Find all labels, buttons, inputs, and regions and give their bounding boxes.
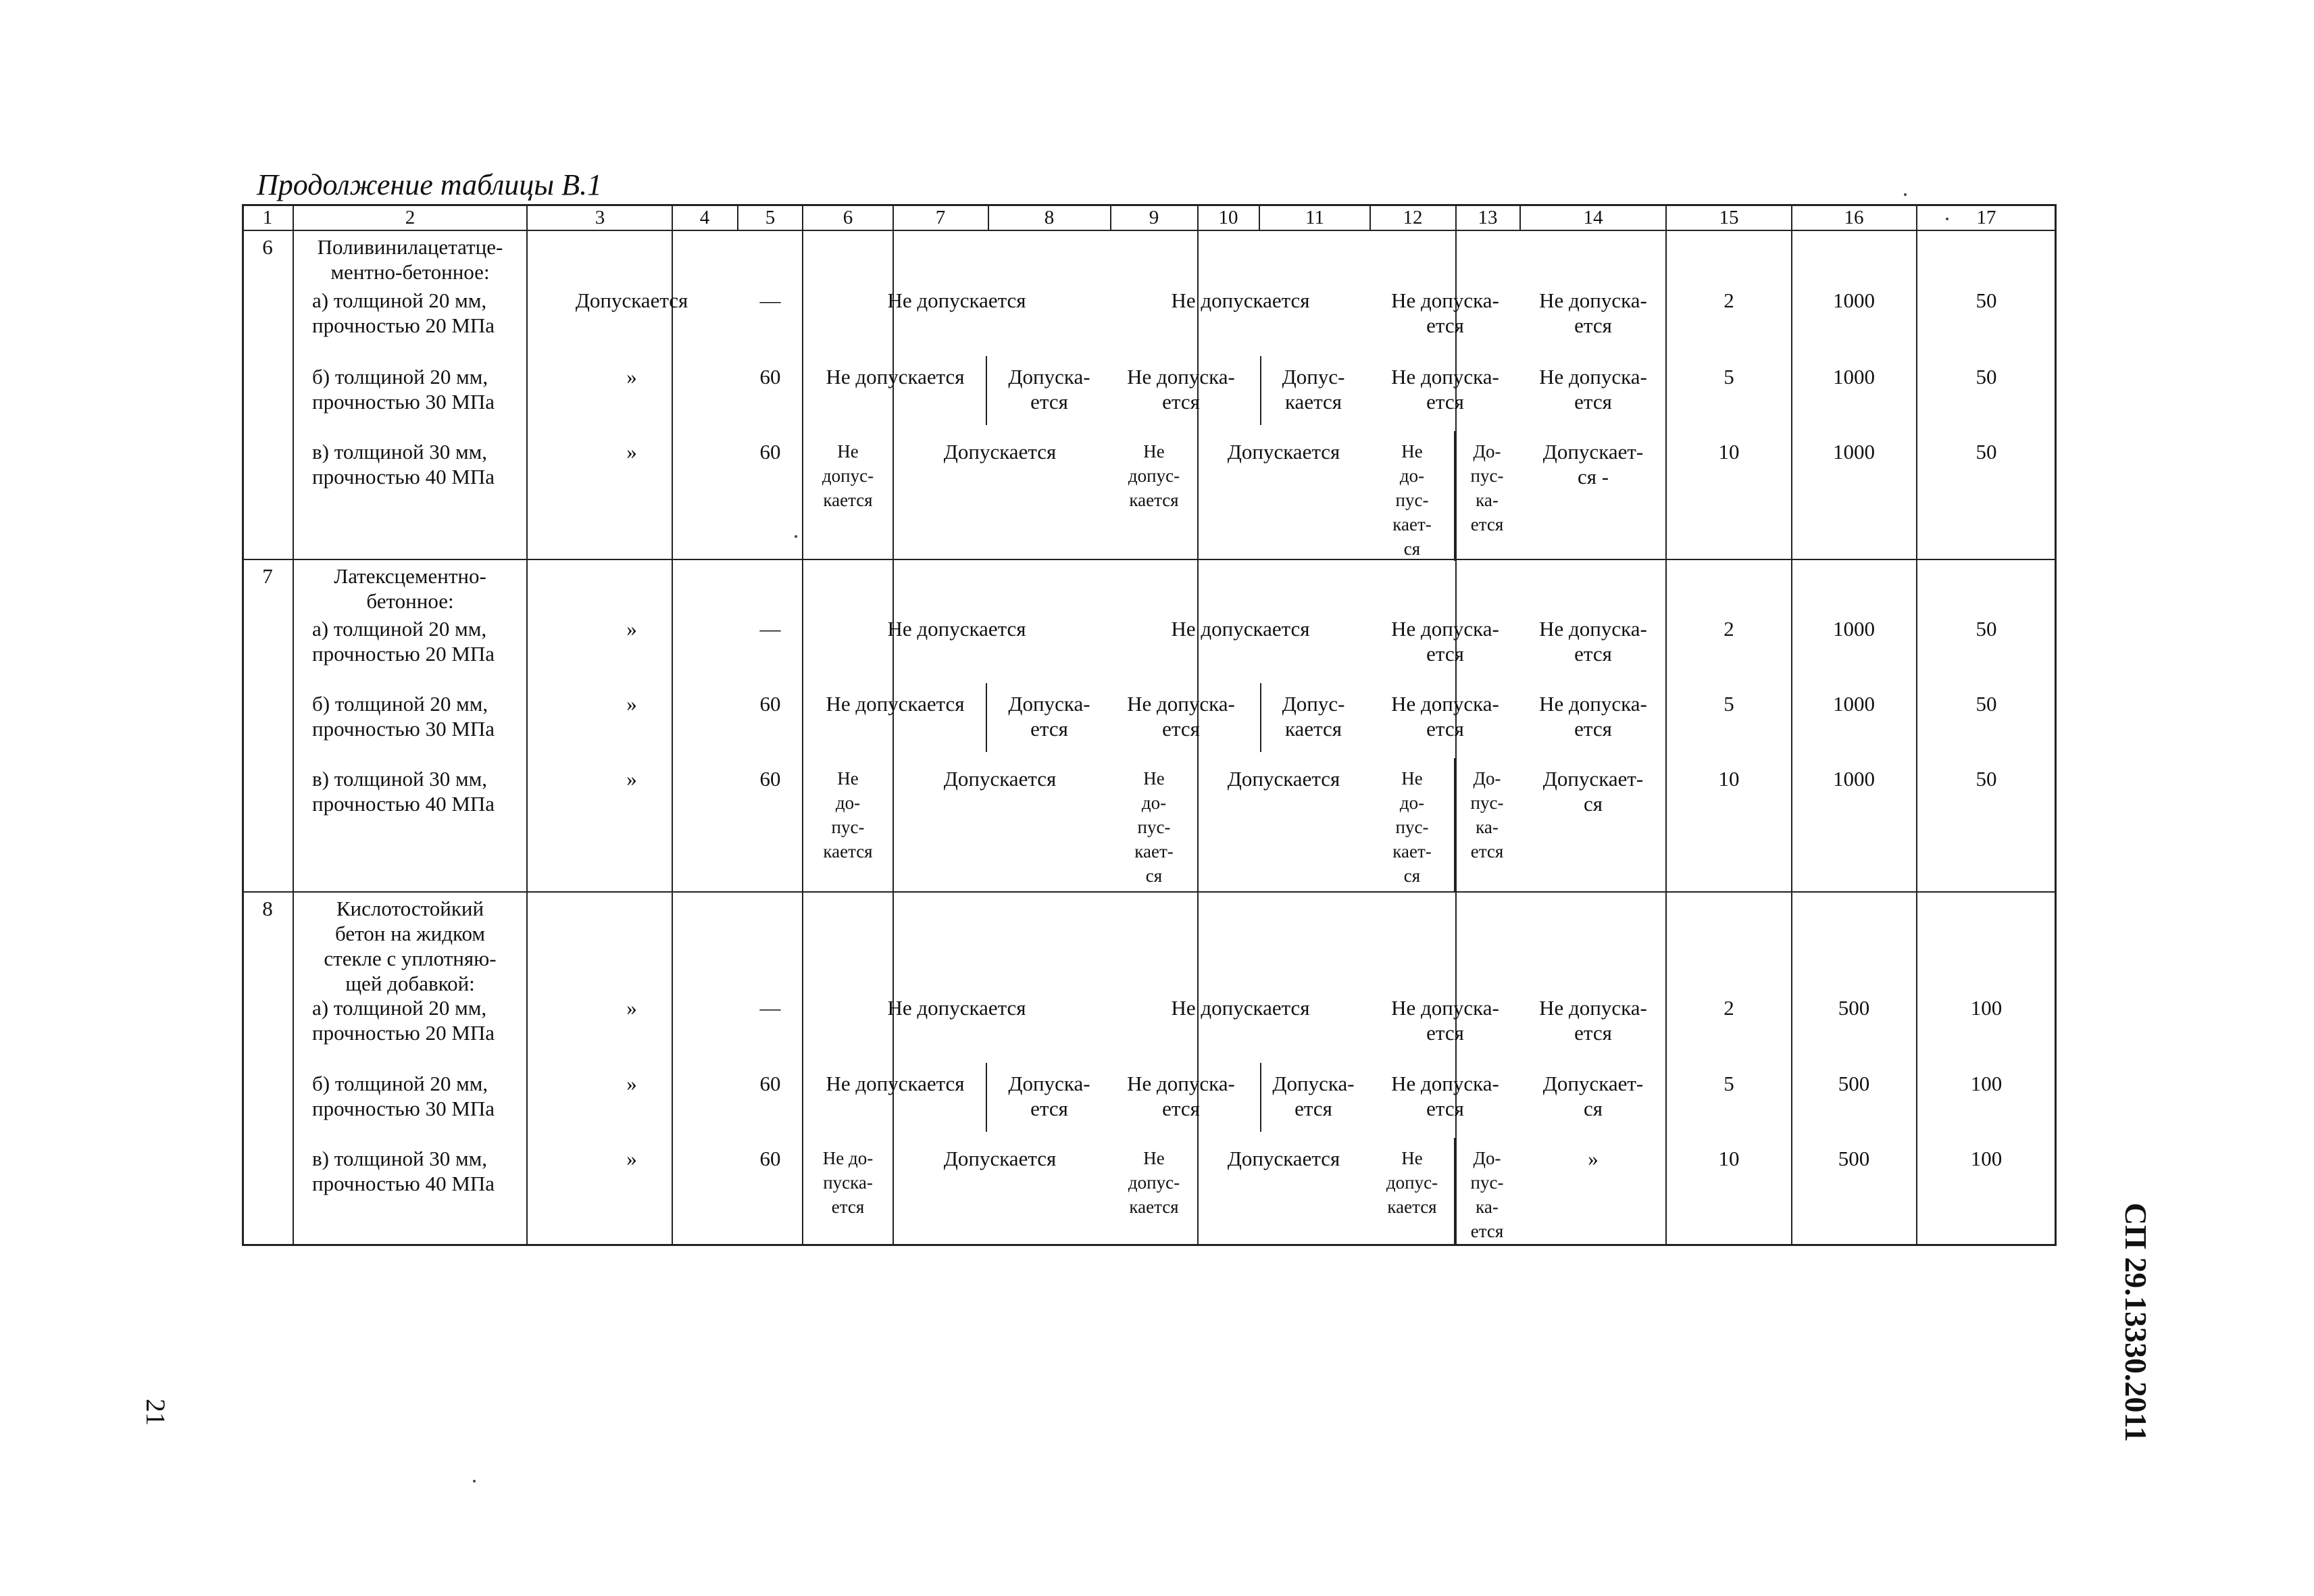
group-title-line: Поливинилацетатце- (317, 235, 503, 259)
cell-col14-line: ся (1583, 792, 1603, 816)
cell-col12-line: до- (1399, 793, 1425, 813)
row-description-line: б) толщиной 20 мм, (312, 692, 488, 716)
group-title-line: щей добавкой: (345, 972, 475, 995)
cell-col14-line: Не допуска- (1539, 365, 1647, 389)
group-title-line: бетонное: (366, 589, 454, 613)
cell-col9-line: Не (1143, 768, 1165, 789)
cell-col12-line: кается (1387, 1197, 1437, 1217)
cell-col12-13-line: ется (1426, 642, 1464, 666)
cell-col12-13-line: Не допуска- (1391, 289, 1499, 312)
header-column-rule (1665, 204, 1667, 230)
cell-col6-line: кается (823, 841, 873, 862)
column-header: 16 (1844, 207, 1864, 228)
column-header: 14 (1583, 207, 1603, 228)
page-number: 21 (141, 1399, 171, 1426)
cell-col14 (1522, 439, 1664, 489)
cell-col11 (1263, 691, 1364, 741)
cell-col11 (1263, 364, 1364, 414)
cell-col8-line: Допуска- (1008, 1072, 1090, 1095)
cell-col17: 50 (1976, 440, 1997, 464)
cell-col14 (1522, 288, 1664, 338)
cell-col6 (804, 1146, 892, 1219)
header-column-rule (988, 204, 989, 230)
cell-col14-line: ся (1583, 1097, 1603, 1120)
cell-col6-line: ется (831, 1197, 865, 1217)
cell-col6-7: Не допускается (826, 692, 965, 716)
cell-col14 (1522, 1146, 1664, 1171)
cell-col15: 5 (1724, 1072, 1734, 1095)
cell-col12-13-line: ется (1426, 717, 1464, 741)
row-description-line: в) толщиной 30 мм, (312, 767, 488, 791)
cell-partition-rule (892, 431, 894, 561)
cell-col6-line: Не до- (822, 1148, 874, 1168)
body-column-rule (802, 230, 803, 1246)
cell-col12 (1372, 439, 1453, 561)
cell-col3: » (626, 767, 637, 791)
cell-col3: » (626, 1072, 637, 1095)
cell-col8-line: ется (1030, 390, 1068, 414)
cell-col9-11: Не допускается (1171, 289, 1310, 312)
cell-col16: 500 (1838, 996, 1870, 1020)
cell-col9 (1110, 439, 1198, 512)
cell-col5: 60 (759, 767, 781, 791)
cell-col15: 2 (1724, 617, 1734, 641)
column-header: 13 (1478, 207, 1498, 228)
cell-col9-10-line: Не допуска- (1127, 692, 1235, 716)
cell-col12-line: Не (1401, 1148, 1423, 1168)
body-column-rule (1916, 230, 1917, 1246)
cell-col14-line: Не допуска- (1539, 996, 1647, 1020)
cell-col6-line: пус- (831, 817, 865, 837)
cell-col9-line: Не (1143, 1148, 1165, 1168)
group-title-line: стекле с уплотняю- (324, 947, 497, 970)
column-header: 10 (1218, 207, 1238, 228)
cell-col14 (1522, 766, 1664, 816)
row-description (312, 288, 495, 338)
group-number: 8 (262, 897, 273, 920)
cell-col3: » (626, 996, 637, 1020)
cell-col12-line: допус- (1386, 1172, 1438, 1193)
cell-col17: 50 (1976, 767, 1997, 791)
scan-speck (795, 535, 797, 538)
column-header: 17 (1976, 207, 1996, 228)
cell-col14 (1522, 364, 1664, 414)
cell-col6-line: допус- (822, 466, 874, 486)
cell-col8-line: Допуска- (1008, 365, 1090, 389)
column-header: 12 (1403, 207, 1423, 228)
row-description-line: б) толщиной 20 мм, (312, 1072, 488, 1095)
cell-col3: » (626, 1147, 637, 1170)
cell-col16: 500 (1838, 1072, 1870, 1095)
cell-col12-13-line: Не допуска- (1391, 692, 1499, 716)
cell-col15: 2 (1724, 289, 1734, 312)
cell-partition-rule (1260, 356, 1261, 425)
header-column-rule (1791, 204, 1792, 230)
cell-col3: Допускается (575, 289, 688, 312)
cell-col11-line: кается (1284, 390, 1342, 414)
row-description-line: а) толщиной 20 мм, (312, 289, 487, 312)
cell-col10-11: Допускается (1227, 440, 1340, 464)
cell-partition-rule (892, 1138, 894, 1245)
row-description (312, 691, 495, 741)
cell-col7-8: Допускается (943, 440, 1057, 464)
row-description (312, 766, 495, 816)
cell-col16: 1000 (1833, 365, 1875, 389)
cell-col5: 60 (759, 440, 781, 464)
cell-col14-line: Не допуска- (1539, 692, 1647, 716)
cell-col9-10-line: ется (1162, 717, 1200, 741)
cell-col9 (1110, 766, 1198, 888)
cell-col9-line: до- (1141, 793, 1167, 813)
scan-speck (1904, 193, 1907, 196)
cell-partition-rule (1454, 1138, 1455, 1245)
table-caption: Продолжение таблицы В.1 (257, 168, 602, 201)
cell-col6-7: Не допускается (826, 365, 965, 389)
cell-col12-line: ся (1403, 866, 1421, 886)
scan-speck (1946, 218, 1948, 220)
cell-col3: » (626, 692, 637, 716)
cell-col9-line: кается (1129, 1197, 1179, 1217)
row-description-line: прочностью 30 МПа (312, 1097, 495, 1120)
cell-col13-line: ется (1470, 514, 1504, 534)
cell-partition-rule (892, 758, 894, 892)
cell-col12-line: кает- (1392, 841, 1432, 862)
cell-col3: » (626, 365, 637, 389)
cell-col11-line: Допуска- (1272, 1072, 1355, 1095)
cell-col12-line: пус- (1395, 817, 1429, 837)
cell-col8 (992, 1071, 1107, 1121)
row-description (312, 1071, 495, 1121)
scan-speck (473, 1480, 476, 1482)
header-column-rule (1916, 204, 1917, 230)
cell-col14-line: Не допуска- (1539, 289, 1647, 312)
cell-col16: 1000 (1833, 289, 1875, 312)
row-description-line: прочностью 20 МПа (312, 642, 495, 666)
cell-col12-line: Не (1401, 441, 1423, 462)
row-description-line: прочностью 40 МПа (312, 792, 495, 816)
cell-col17: 100 (1970, 1072, 2003, 1095)
cell-col15: 5 (1724, 365, 1734, 389)
cell-partition-rule (1454, 758, 1455, 892)
cell-col9 (1110, 1146, 1198, 1219)
cell-col6-8: Не допускается (887, 289, 1026, 312)
group-title-line: ментно-бетонное: (330, 260, 490, 284)
body-column-rule (293, 230, 294, 1246)
cell-col16: 1000 (1833, 617, 1875, 641)
cell-col12-13-line: ется (1426, 1097, 1464, 1120)
cell-col9-10-line: Не допуска- (1127, 365, 1235, 389)
row-description-line: прочностью 40 МПа (312, 465, 495, 489)
cell-col15: 2 (1724, 996, 1734, 1020)
cell-col5: — (759, 996, 781, 1020)
cell-col9-line: кается (1129, 490, 1179, 510)
cell-col13-line: До- (1473, 1148, 1501, 1168)
cell-col14-line: ся - (1577, 465, 1609, 489)
cell-col9-line: Не (1143, 441, 1165, 462)
cell-col14-line: » (1588, 1147, 1599, 1170)
row-description-line: прочностью 30 МПа (312, 717, 495, 741)
cell-col12 (1372, 1146, 1453, 1219)
cell-col3: » (626, 617, 637, 641)
cell-col12-line: Не (1401, 768, 1423, 789)
cell-col11 (1263, 1071, 1364, 1121)
cell-col12-13-line: ется (1426, 1021, 1464, 1045)
group-number: 6 (262, 235, 273, 259)
header-column-rule (1369, 204, 1371, 230)
row-description-line: прочностью 40 МПа (312, 1172, 495, 1195)
cell-col9-line: ся (1145, 866, 1163, 886)
column-header: 7 (935, 207, 946, 228)
cell-col17: 100 (1970, 996, 2003, 1020)
cell-col14-line: Не допуска- (1539, 617, 1647, 641)
cell-col12-line: кает- (1392, 514, 1432, 534)
cell-col5: 60 (759, 1147, 781, 1170)
column-header: 8 (1044, 207, 1055, 228)
cell-col6-line: Не (837, 768, 859, 789)
group-title-line: Кислотостойкий (336, 897, 484, 920)
cell-col13-line: ется (1470, 1221, 1504, 1241)
header-column-rule (892, 204, 894, 230)
cell-col5: 60 (759, 1072, 781, 1095)
cell-col11-line: Допус- (1282, 365, 1345, 389)
cell-col13-line: ка- (1476, 490, 1499, 510)
cell-col13-line: До- (1473, 768, 1501, 789)
cell-col12-line: ся (1403, 539, 1421, 559)
cell-col15: 10 (1718, 767, 1740, 791)
cell-col12-13-line: Не допуска- (1391, 365, 1499, 389)
cell-col12-13-line: Не допуска- (1391, 996, 1499, 1020)
cell-col12-13 (1374, 288, 1516, 338)
cell-partition-rule (1260, 683, 1261, 752)
column-header: 2 (405, 207, 416, 228)
cell-col6-line: пуска- (823, 1172, 873, 1193)
cell-col12-13 (1374, 691, 1516, 741)
header-rule (242, 230, 2057, 231)
cell-col6-line: до- (835, 793, 861, 813)
cell-col9-10 (1117, 1071, 1245, 1121)
cell-col6-line: кается (823, 490, 873, 510)
cell-col14-line: Допускает- (1542, 440, 1644, 464)
cell-col12-13-line: Не допуска- (1391, 1072, 1499, 1095)
cell-col17: 100 (1970, 1147, 2003, 1170)
cell-col12-13 (1374, 616, 1516, 666)
column-header: 3 (595, 207, 605, 228)
row-description-line: а) толщиной 20 мм, (312, 617, 487, 641)
row-description-line: б) толщиной 20 мм, (312, 365, 488, 389)
row-description-line: прочностью 30 МПа (312, 390, 495, 414)
cell-col12-13 (1374, 995, 1516, 1045)
cell-partition-rule (1454, 431, 1455, 561)
body-column-rule (526, 230, 528, 1246)
cell-col10-11: Допускается (1227, 767, 1340, 791)
cell-col12-13-line: ется (1426, 314, 1464, 337)
cell-col12-line: пус- (1395, 490, 1429, 510)
cell-col6 (804, 766, 892, 864)
header-column-rule (526, 204, 528, 230)
cell-col11-line: кается (1284, 717, 1342, 741)
column-header: 4 (699, 207, 710, 228)
cell-col12-line: до- (1399, 466, 1425, 486)
cell-col12-13 (1374, 1071, 1516, 1121)
cell-col5: — (759, 617, 781, 641)
group-title (299, 896, 522, 996)
column-header: 11 (1305, 207, 1324, 228)
cell-col13 (1457, 439, 1517, 537)
cell-col9-10-line: ется (1162, 390, 1200, 414)
cell-col9-11: Не допускается (1171, 996, 1310, 1020)
cell-col17: 50 (1976, 365, 1997, 389)
column-header: 9 (1149, 207, 1159, 228)
cell-col11-line: Допус- (1282, 692, 1345, 716)
group-title (299, 564, 522, 614)
cell-col14 (1522, 616, 1664, 666)
cell-col10-11: Допускается (1227, 1147, 1340, 1170)
body-column-rule (1665, 230, 1667, 1246)
cell-col14 (1522, 1071, 1664, 1121)
cell-col16: 1000 (1833, 767, 1875, 791)
cell-col9-line: допус- (1128, 466, 1180, 486)
cell-col6-8: Не допускается (887, 617, 1026, 641)
group-number: 7 (262, 564, 273, 588)
row-description-line: а) толщиной 20 мм, (312, 996, 487, 1020)
cell-col16: 1000 (1833, 692, 1875, 716)
row-description-line: прочностью 20 МПа (312, 1021, 495, 1045)
cell-col11-line: ется (1294, 1097, 1332, 1120)
group-title-line: Латексцементно- (334, 564, 486, 588)
header-column-rule (1110, 204, 1111, 230)
cell-col12 (1372, 766, 1453, 888)
cell-col9-10 (1117, 364, 1245, 414)
cell-col14-line: Допускает- (1542, 767, 1644, 791)
cell-col13-line: пус- (1470, 793, 1504, 813)
cell-col13-line: ка- (1476, 817, 1499, 837)
cell-col13-line: ется (1470, 841, 1504, 862)
cell-col15: 10 (1718, 440, 1740, 464)
cell-col8-line: Допуска- (1008, 692, 1090, 716)
group-title (299, 234, 522, 284)
cell-col9-10-line: Не допуска- (1127, 1072, 1235, 1095)
cell-col13-line: пус- (1470, 1172, 1504, 1193)
group-title-line: бетон на жидком (335, 922, 485, 945)
column-header: 15 (1719, 207, 1739, 228)
cell-col13 (1457, 766, 1517, 864)
row-description-line: в) толщиной 30 мм, (312, 1147, 488, 1170)
row-description (312, 439, 495, 489)
row-description (312, 995, 495, 1045)
cell-col14-line: ется (1574, 642, 1612, 666)
cell-col5: — (759, 289, 781, 312)
row-description-line: прочностью 20 МПа (312, 314, 495, 337)
cell-col12-13-line: Не допуска- (1391, 617, 1499, 641)
cell-col14-line: ется (1574, 717, 1612, 741)
cell-col14-line: ется (1574, 314, 1612, 337)
cell-col7-8: Допускается (943, 767, 1057, 791)
cell-col5: 60 (759, 365, 781, 389)
cell-col7-8: Допускается (943, 1147, 1057, 1170)
cell-col17: 50 (1976, 617, 1997, 641)
row-description (312, 364, 495, 414)
group-rule (242, 891, 2057, 893)
cell-col15: 5 (1724, 692, 1734, 716)
cell-col14-line: ется (1574, 390, 1612, 414)
cell-col14 (1522, 691, 1664, 741)
cell-col16: 500 (1838, 1147, 1870, 1170)
cell-col8-line: ется (1030, 717, 1068, 741)
cell-col15: 10 (1718, 1147, 1740, 1170)
body-column-rule (1791, 230, 1792, 1246)
cell-col13 (1457, 1146, 1517, 1243)
cell-col9-10-line: ется (1162, 1097, 1200, 1120)
cell-col8 (992, 691, 1107, 741)
cell-col17: 50 (1976, 692, 1997, 716)
cell-col3: » (626, 440, 637, 464)
row-description (312, 616, 495, 666)
cell-col13-line: пус- (1470, 466, 1504, 486)
cell-col6-7: Не допускается (826, 1072, 965, 1095)
row-description-line: в) толщиной 30 мм, (312, 440, 488, 464)
cell-col17: 50 (1976, 289, 1997, 312)
group-rule (242, 559, 2057, 560)
cell-col12-13-line: ется (1426, 390, 1464, 414)
document-code: СП 29.13330.2011 (2119, 1203, 2153, 1442)
column-header: 1 (262, 207, 273, 228)
cell-col8 (992, 364, 1107, 414)
cell-col13-line: ка- (1476, 1197, 1499, 1217)
row-description (312, 1146, 495, 1196)
cell-col9-line: допус- (1128, 1172, 1180, 1193)
cell-col8-line: ется (1030, 1097, 1068, 1120)
cell-col14-line: Допускает- (1542, 1072, 1644, 1095)
cell-col6 (804, 439, 892, 512)
cell-col6-8: Не допускается (887, 996, 1026, 1020)
cell-col14 (1522, 995, 1664, 1045)
cell-col9-10 (1117, 691, 1245, 741)
cell-col12-13 (1374, 364, 1516, 414)
cell-partition-rule (1260, 1063, 1261, 1132)
cell-col5: 60 (759, 692, 781, 716)
cell-col6-line: Не (837, 441, 859, 462)
cell-col9-line: пус- (1137, 817, 1171, 837)
cell-col9-line: кает- (1134, 841, 1174, 862)
cell-col14-line: ется (1574, 1021, 1612, 1045)
cell-col9-11: Не допускается (1171, 617, 1310, 641)
column-header: 6 (842, 207, 853, 228)
cell-col13-line: До- (1473, 441, 1501, 462)
column-header: 5 (765, 207, 776, 228)
cell-col16: 1000 (1833, 440, 1875, 464)
